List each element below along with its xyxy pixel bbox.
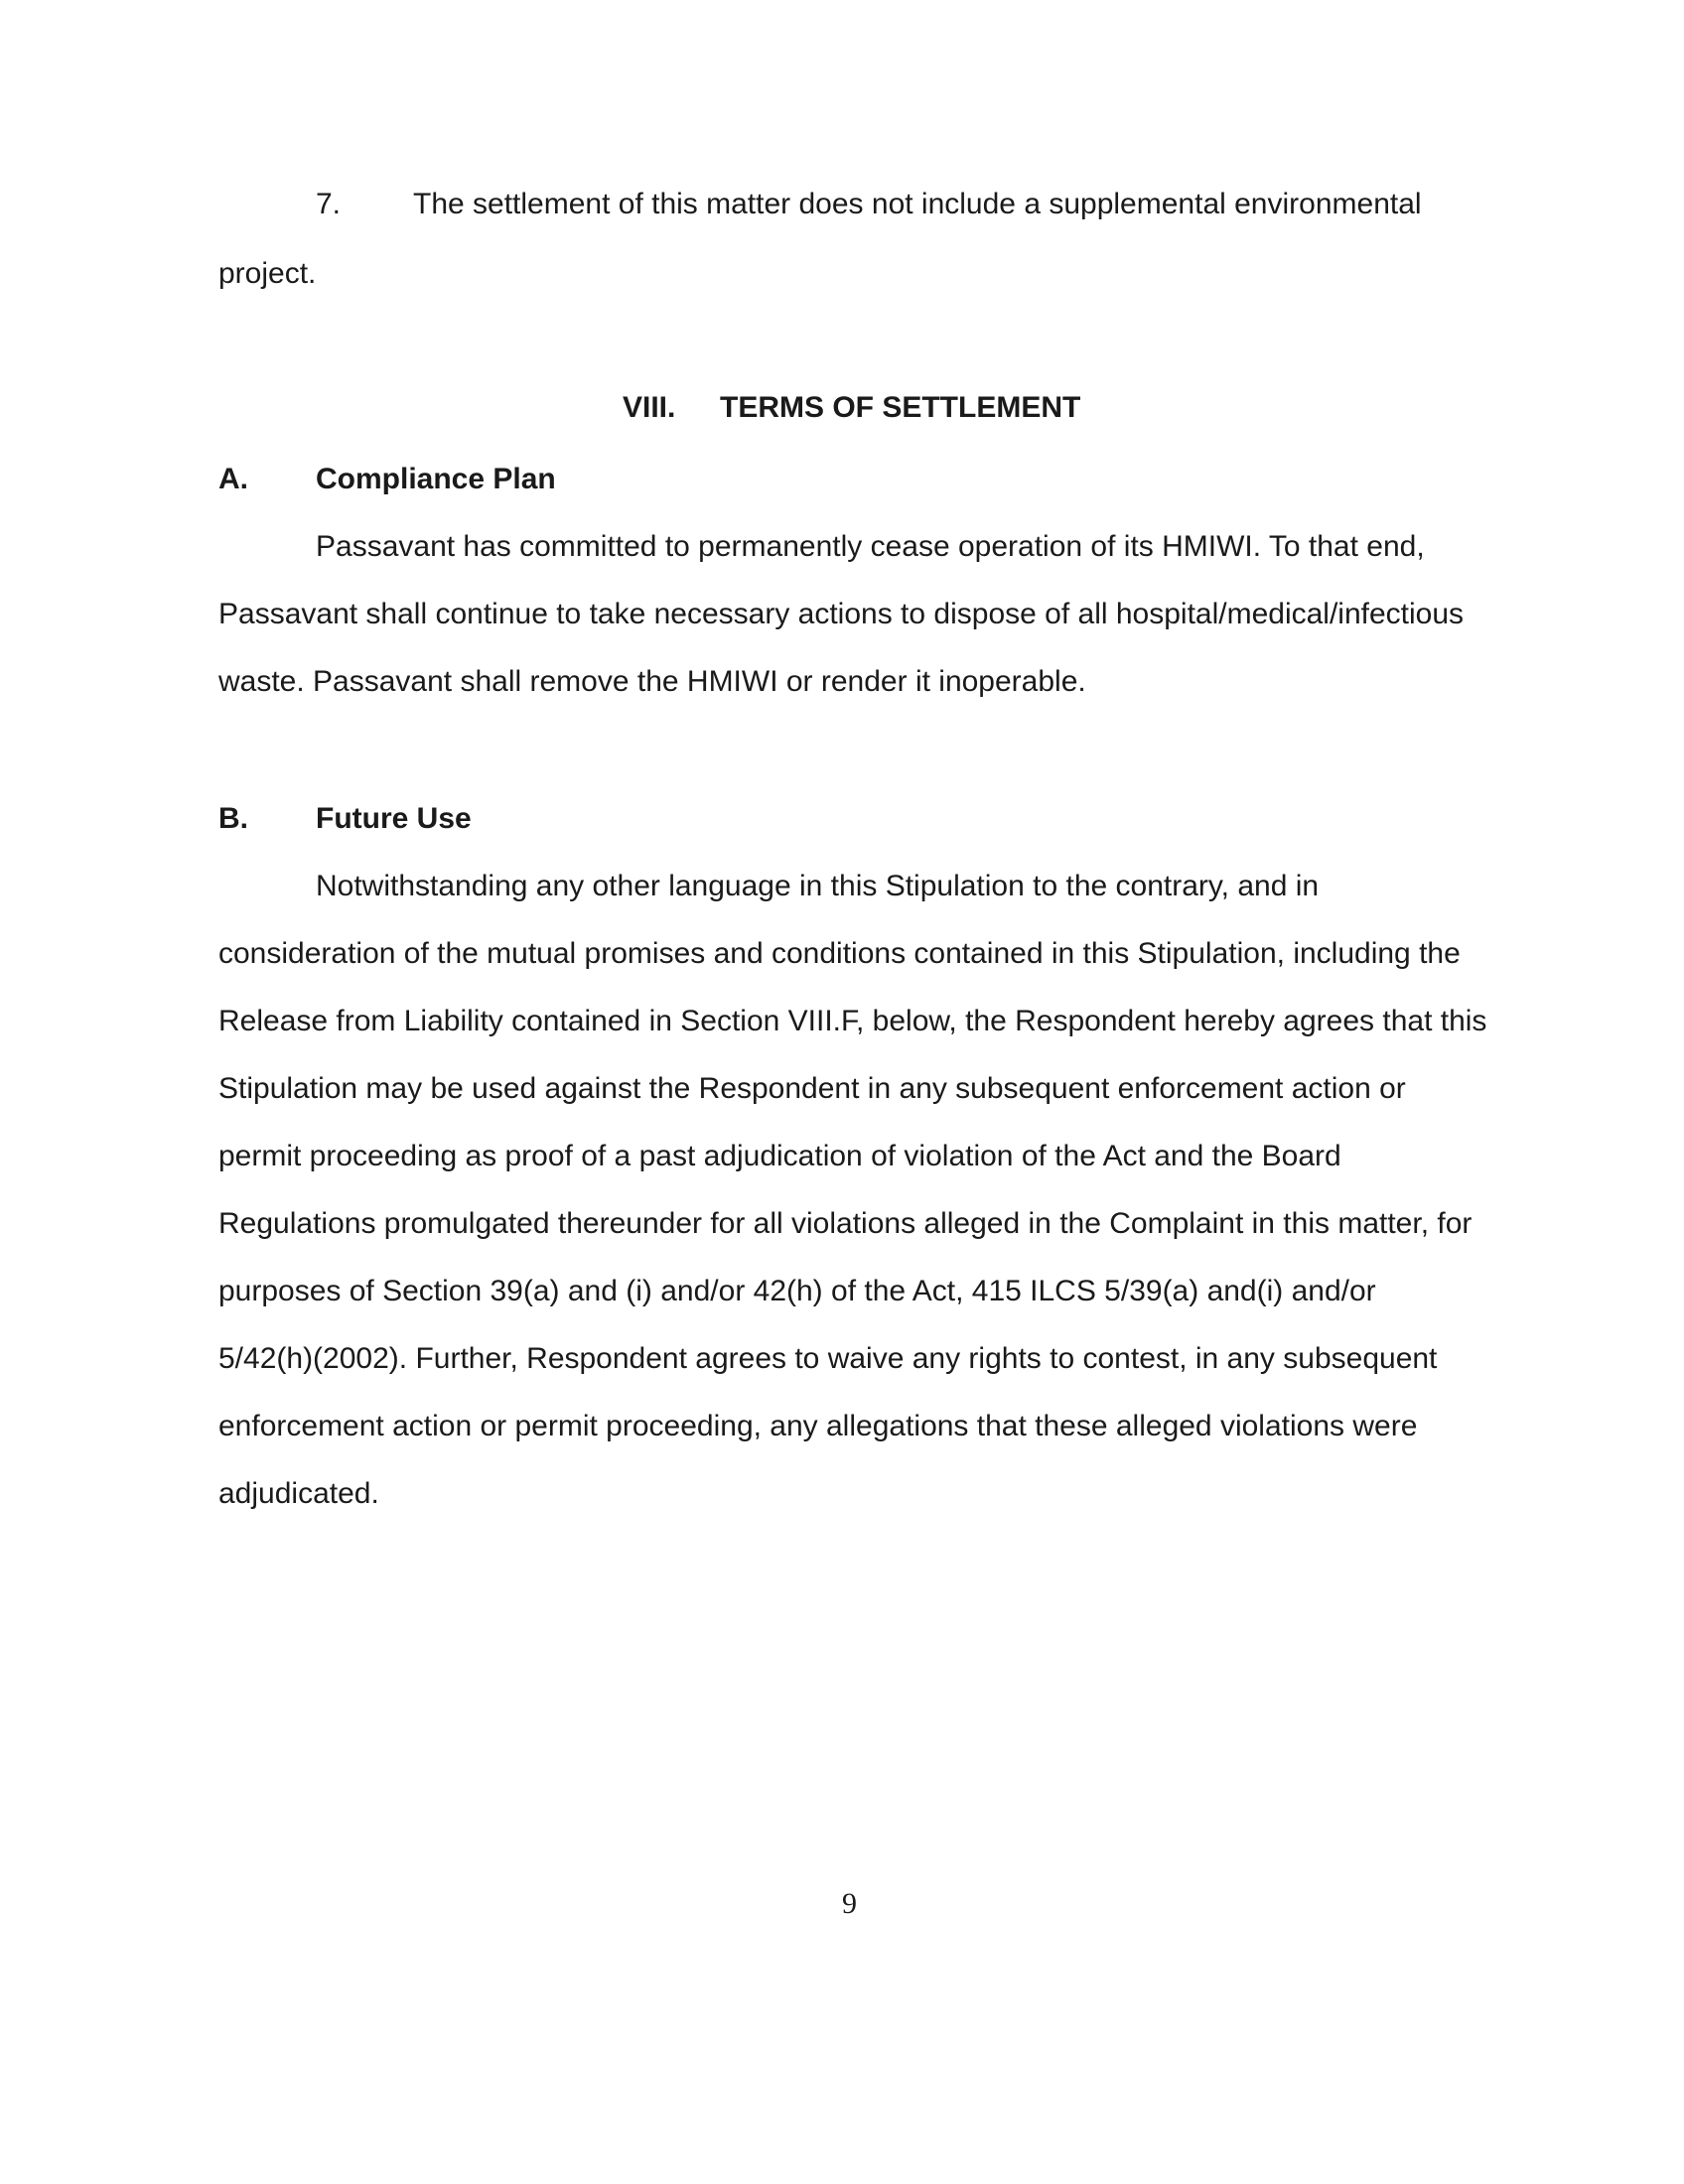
subsection-a-line-3: waste. Passavant shall remove the HMIWI or render it inoperable.	[218, 665, 1086, 698]
subsection-b-line-10: adjudicated.	[218, 1477, 379, 1510]
page-number: 9	[842, 1887, 857, 1920]
subsection-b-line-8: 5/42(h)(2002). Further, Respondent agrees to waive any rights to contest, in any subsequent	[218, 1342, 1438, 1375]
subsection-b-line-2: consideration of the mutual promises and conditions contained in this Stipulation, including the	[218, 937, 1461, 970]
subsection-b-line-9: enforcement action or permit proceeding, any allegations that these alleged violations were	[218, 1410, 1418, 1442]
subsection-a-letter: A.	[218, 463, 248, 495]
paragraph-7-number: 7.	[316, 188, 342, 220]
subsection-b-line-7: purposes of Section 39(a) and (i) and/or 42(h) of the Act, 415 ILCS 5/39(a) and(i) and/or	[218, 1275, 1376, 1307]
subsection-b-title: Future Use	[316, 802, 472, 835]
subsection-b-line-1: Notwithstanding any other language in this Stipulation to the contrary, and in	[316, 870, 1320, 902]
subsection-a-line-1: Passavant has committed to permanently cease operation of its HMIWI. To that end,	[316, 530, 1425, 563]
section-title: TERMS OF SETTLEMENT	[720, 391, 1081, 424]
subsection-b-letter: B.	[218, 802, 248, 835]
subsection-b-line-6: Regulations promulgated thereunder for all violations alleged in the Complaint in this matter, for	[218, 1207, 1473, 1240]
subsection-b-line-5: permit proceeding as proof of a past adjudication of violation of the Act and the Board	[218, 1140, 1341, 1172]
subsection-b-line-4: Stipulation may be used against the Respondent in any subsequent enforcement action or	[218, 1072, 1406, 1105]
paragraph-7-line-2: project.	[218, 257, 317, 290]
section-numeral: VIII.	[623, 391, 676, 424]
subsection-a-title: Compliance Plan	[316, 463, 556, 495]
paragraph-7-line-1: The settlement of this matter does not include a supplemental environmental	[413, 188, 1422, 220]
subsection-b-line-3: Release from Liability contained in Section VIII.F, below, the Respondent hereby agrees that this	[218, 1005, 1487, 1037]
subsection-a-line-2: Passavant shall continue to take necessary actions to dispose of all hospital/medical/infectious	[218, 598, 1465, 630]
